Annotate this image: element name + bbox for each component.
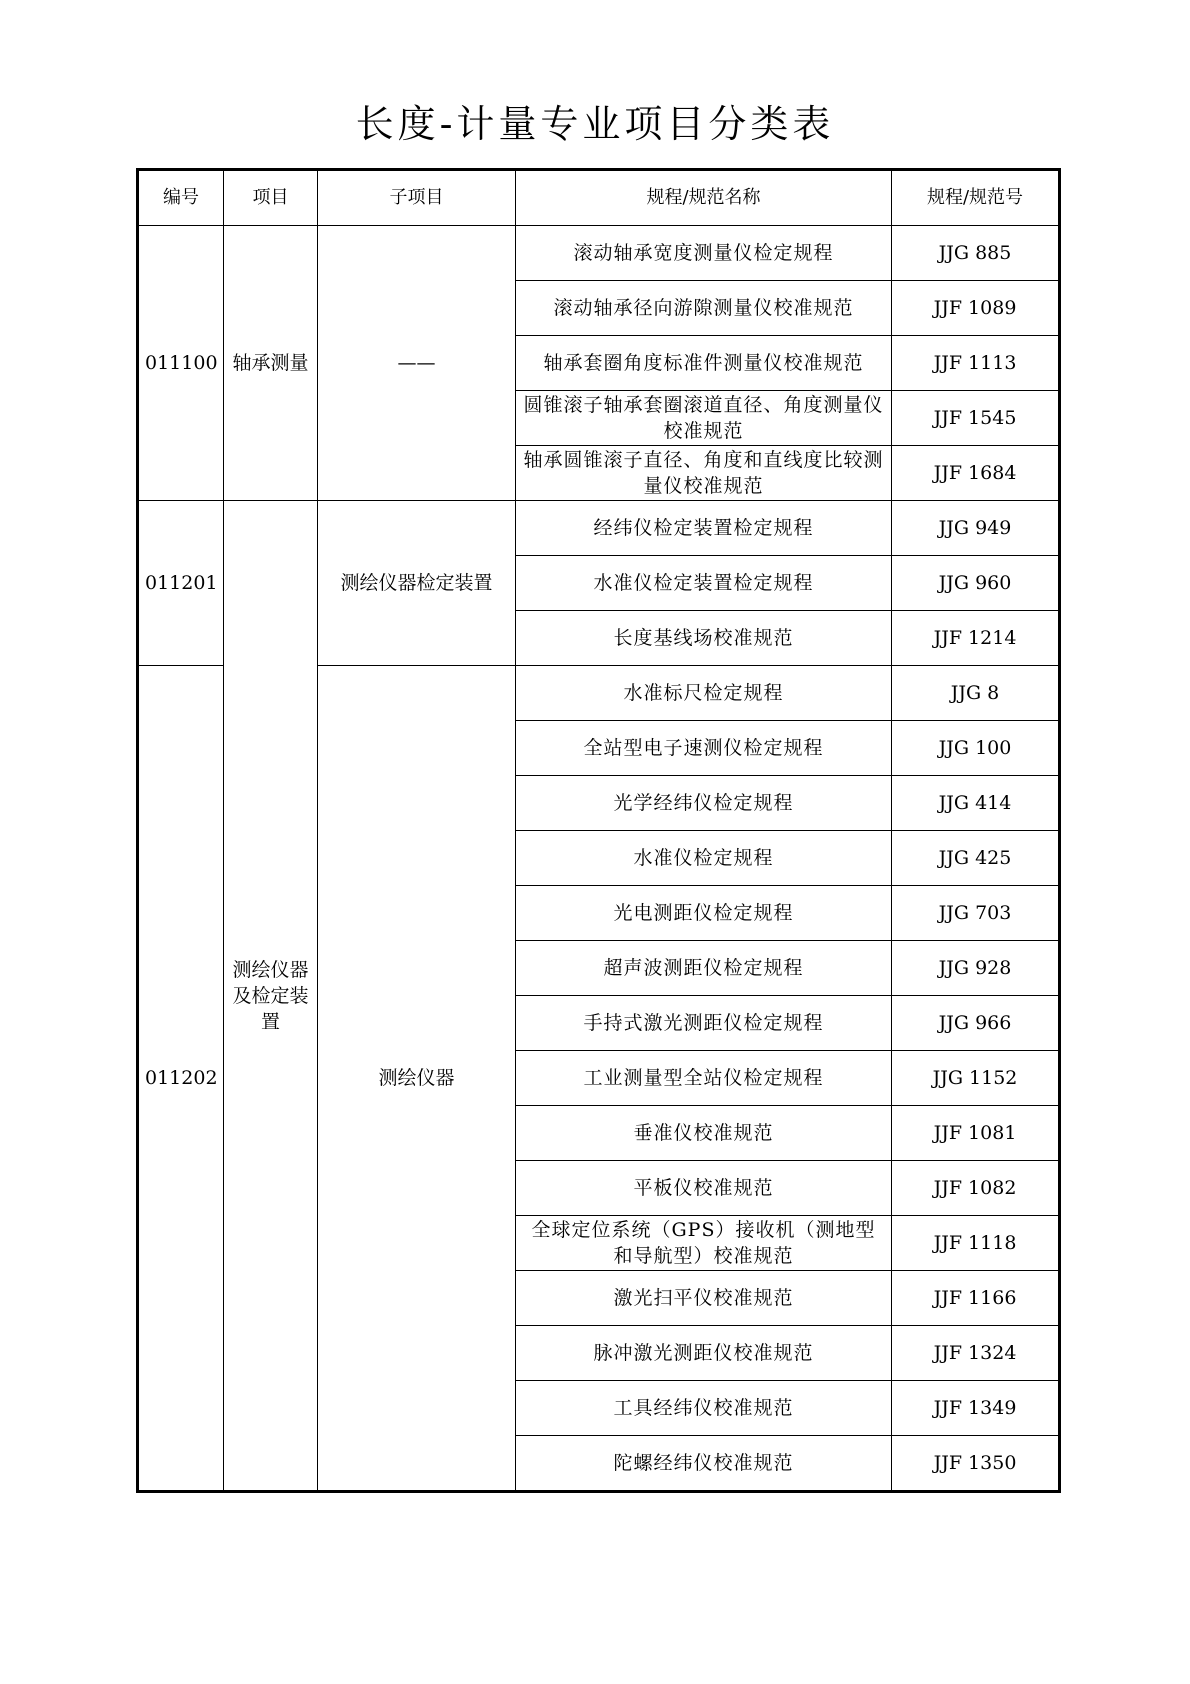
subproject-name: 测绘仪器 <box>318 666 516 1492</box>
spec-name: 光学经纬仪检定规程 <box>516 776 892 831</box>
spec-number: JJF 1324 <box>892 1326 1060 1381</box>
spec-number: JJF 1214 <box>892 611 1060 666</box>
project-name: 轴承测量 <box>224 226 318 501</box>
header-subproject: 子项目 <box>318 170 516 226</box>
spec-number: JJF 1349 <box>892 1381 1060 1436</box>
spec-number: JJF 1545 <box>892 391 1060 446</box>
spec-number: JJG 960 <box>892 556 1060 611</box>
spec-name: 垂准仪校准规范 <box>516 1106 892 1161</box>
spec-name: 激光扫平仪校准规范 <box>516 1271 892 1326</box>
header-code: 编号 <box>138 170 224 226</box>
spec-number: JJG 966 <box>892 996 1060 1051</box>
spec-number: JJF 1081 <box>892 1106 1060 1161</box>
table-row <box>138 226 1060 281</box>
spec-name: 工业测量型全站仪检定规程 <box>516 1051 892 1106</box>
classification-table <box>136 168 1061 1493</box>
spec-name: 超声波测距仪检定规程 <box>516 941 892 996</box>
subproject-name: 测绘仪器检定装置 <box>318 501 516 666</box>
spec-name: 脉冲激光测距仪校准规范 <box>516 1326 892 1381</box>
spec-name: 圆锥滚子轴承套圈滚道直径、角度测量仪校准规范 <box>516 391 892 446</box>
header-project: 项目 <box>224 170 318 226</box>
spec-name: 光电测距仪检定规程 <box>516 886 892 941</box>
spec-number: JJG 1152 <box>892 1051 1060 1106</box>
spec-number: JJF 1684 <box>892 446 1060 501</box>
spec-name: 陀螺经纬仪校准规范 <box>516 1436 892 1492</box>
spec-name: 轴承圆锥滚子直径、角度和直线度比较测量仪校准规范 <box>516 446 892 501</box>
spec-name: 水准仪检定规程 <box>516 831 892 886</box>
spec-number: JJF 1166 <box>892 1271 1060 1326</box>
group-code: 011100 <box>138 226 224 501</box>
spec-name: 工具经纬仪校准规范 <box>516 1381 892 1436</box>
spec-number: JJG 8 <box>892 666 1060 721</box>
subproject-name: —— <box>318 226 516 501</box>
spec-name: 平板仪校准规范 <box>516 1161 892 1216</box>
header-row <box>138 170 1060 226</box>
spec-name: 手持式激光测距仪检定规程 <box>516 996 892 1051</box>
group-code: 011201 <box>138 501 224 666</box>
spec-number: JJF 1082 <box>892 1161 1060 1216</box>
spec-number: JJG 703 <box>892 886 1060 941</box>
spec-name: 滚动轴承宽度测量仪检定规程 <box>516 226 892 281</box>
spec-number: JJF 1089 <box>892 281 1060 336</box>
spec-number: JJG 885 <box>892 226 1060 281</box>
spec-name: 全球定位系统（GPS）接收机（测地型和导航型）校准规范 <box>516 1216 892 1271</box>
spec-number: JJG 928 <box>892 941 1060 996</box>
spec-number: JJG 949 <box>892 501 1060 556</box>
header-spec-name: 规程/规范名称 <box>516 170 892 226</box>
spec-number: JJF 1113 <box>892 336 1060 391</box>
spec-name: 水准标尺检定规程 <box>516 666 892 721</box>
table-row <box>138 501 1060 556</box>
spec-name: 经纬仪检定装置检定规程 <box>516 501 892 556</box>
spec-name: 水准仪检定装置检定规程 <box>516 556 892 611</box>
spec-name: 全站型电子速测仪检定规程 <box>516 721 892 776</box>
page-title: 长度-计量专业项目分类表 <box>355 102 835 146</box>
spec-name: 长度基线场校准规范 <box>516 611 892 666</box>
spec-number: JJF 1350 <box>892 1436 1060 1492</box>
group-code: 011202 <box>138 666 224 1492</box>
spec-number: JJF 1118 <box>892 1216 1060 1271</box>
spec-name: 轴承套圈角度标准件测量仪校准规范 <box>516 336 892 391</box>
project-name: 测绘仪器及检定装置 <box>224 501 318 1492</box>
spec-number: JJG 414 <box>892 776 1060 831</box>
spec-number: JJG 425 <box>892 831 1060 886</box>
spec-name: 滚动轴承径向游隙测量仪校准规范 <box>516 281 892 336</box>
header-spec-number: 规程/规范号 <box>892 170 1060 226</box>
spec-number: JJG 100 <box>892 721 1060 776</box>
